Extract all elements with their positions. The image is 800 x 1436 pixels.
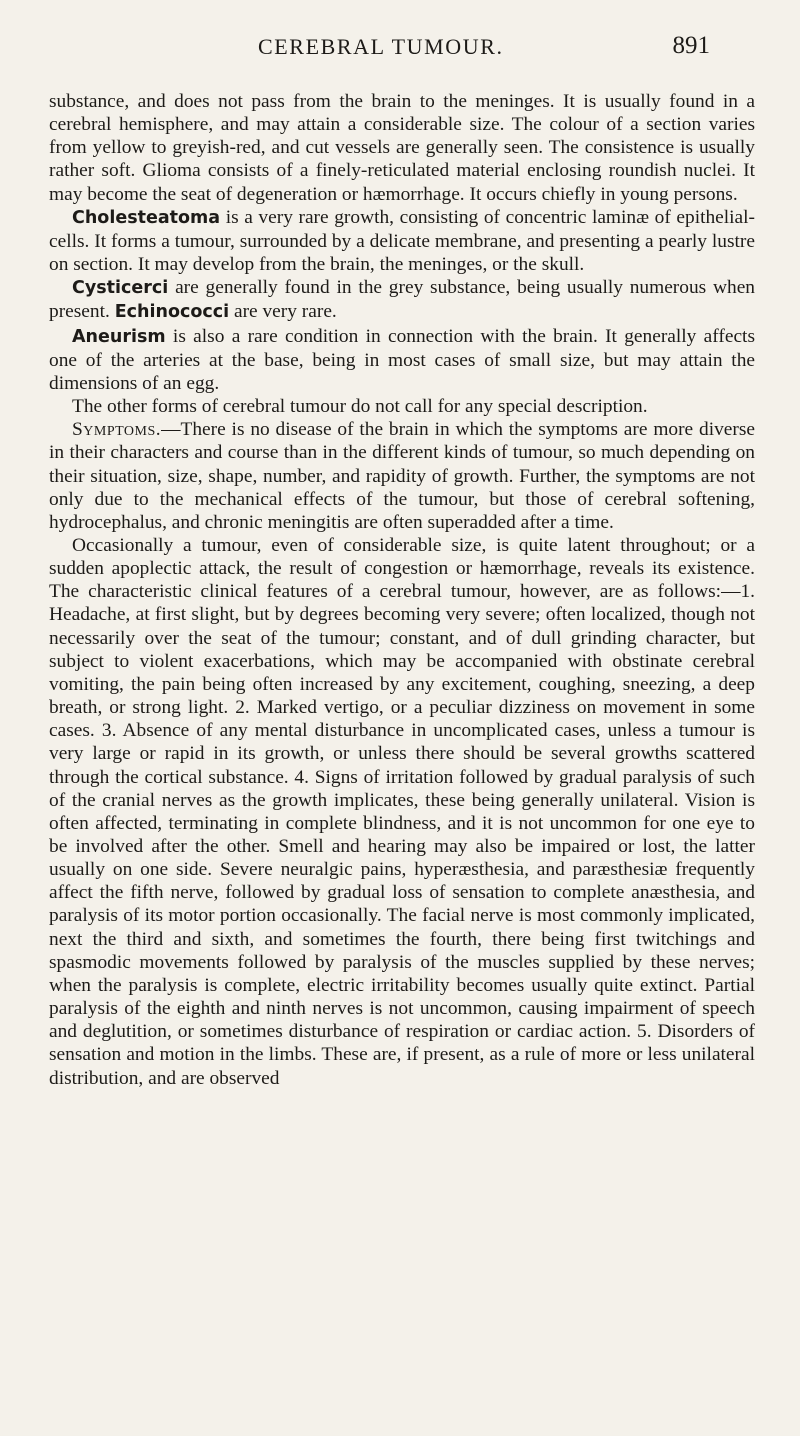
paragraph-glioma-continued: substance, and does not pass from the brain to the meninges. It is usually found in a cerebral hemisphere, and may attain a considerable size. The colour of a section varies from yellow to greyish-red, and cut vessels are generally seen. The consistence is usually rather soft. Glioma consists of a finely-reticulated material enclosing roundish nuclei. It may become the seat of degeneration or hæmorrhage. It occurs chiefly in young persons.: [49, 91, 755, 205]
symptoms-heading: Symptoms.: [72, 419, 162, 441]
echinococci-description: are very rare.: [229, 301, 337, 323]
paragraph-aneurism: [49, 325, 755, 395]
page-header: [0, 34, 800, 64]
paragraph-cholesteatoma: [49, 206, 755, 276]
term-cholesteatoma: Cholesteatoma: [72, 207, 221, 228]
cysticerci-description: are generally found in the grey substance, being usually numerous when present.: [49, 277, 755, 323]
paragraph-clinical-features: Occasionally a tumour, even of considerable size, is quite latent throughout; or a sudden apoplectic attack, the result of congestion or hæmorrhage, reveals its existence. The characteristic clinical features of a cerebral tumour, however, are as follows:—1. Headache, at first slight, but by degrees becoming very severe; often localized, though not necessarily over the seat of the tumour; constant, and of dull grinding character, but subject to violent exacerbations, which may be accompanied with obstinate cerebral vomiting, the pain being often increased by any excitement, coughing, sneezing, a deep breath, or strong light. 2. Marked vertigo, or a peculiar dizziness on movement in some cases. 3. Absence of any mental disturbance in uncomplicated cases, unless a tumour is very large or rapid in its growth, or unless there should be several growths scattered through the cortical substance. 4. Signs of irritation followed by gradual paralysis of such of the cranial nerves as the growth implicates, these being generally unilateral. Vision is often affected, terminating in complete blindness, and it is not uncommon for one eye to be involved after the other. Smell and hearing may also be impaired or lost, the latter usually on one side. Severe neuralgic pains, hyperæsthesia, and paræsthesiæ frequently affect the fifth nerve, followed by gradual loss of sensation to complete anæsthesia, and paralysis of its motor portion occasionally. The facial nerve is most commonly implicated, next the third and sixth, and sometimes the fourth, there being first twitchings and spasmodic movements followed by paralysis of the muscles supplied by these nerves; when the paralysis is complete, electric irritability becomes usually quite extinct. Partial paralysis of the eighth and ninth nerves is not uncommon, causing impairment of speech and deglutition, or sometimes disturbance of respiration or cardiac action. 5. Disorders of sensation and motion in the limbs. These are, if present, as a rule of more or less unilateral distribution, and are observed: [49, 534, 755, 1089]
term-aneurism: Aneurism: [72, 326, 166, 347]
body-text: [49, 90, 755, 1090]
running-title: CEREBRAL TUMOUR.: [258, 34, 504, 59]
aneurism-description: is also a rare condition in connection with the brain. It generally affects one of the arteries at the base, being in most cases of small size, but may attain the dimensions of an egg.: [49, 325, 755, 394]
paragraph-cysticerci: [49, 276, 755, 324]
paragraph-other-forms: The other forms of cerebral tumour do not call for any special description.: [72, 396, 648, 418]
paragraph-symptoms: [49, 418, 755, 534]
symptoms-intro: —There is no disease of the brain in which the symptoms are more diverse in their characters and course than in the different kinds of tumour, so much depending on their situation, size, shape, number, and rapidity of growth. Further, the symptoms are not only due to the mechanical effects of the tumour, but those of cerebral softening, hydrocephalus, and chronic meningitis are often superadded after a time.: [49, 419, 755, 533]
cholesteatoma-description: is a very rare growth, consisting of concentric laminæ of epithelial-cells. It forms a tumour, surrounded by a delicate membrane, and presenting a pearly lustre on section. It may develop from the brain, the meninges, or the skull.: [49, 206, 755, 276]
term-echinococci: Echinococci: [114, 302, 230, 323]
term-cysticerci: Cysticerci: [72, 278, 169, 299]
page-number: 891: [672, 32, 710, 59]
